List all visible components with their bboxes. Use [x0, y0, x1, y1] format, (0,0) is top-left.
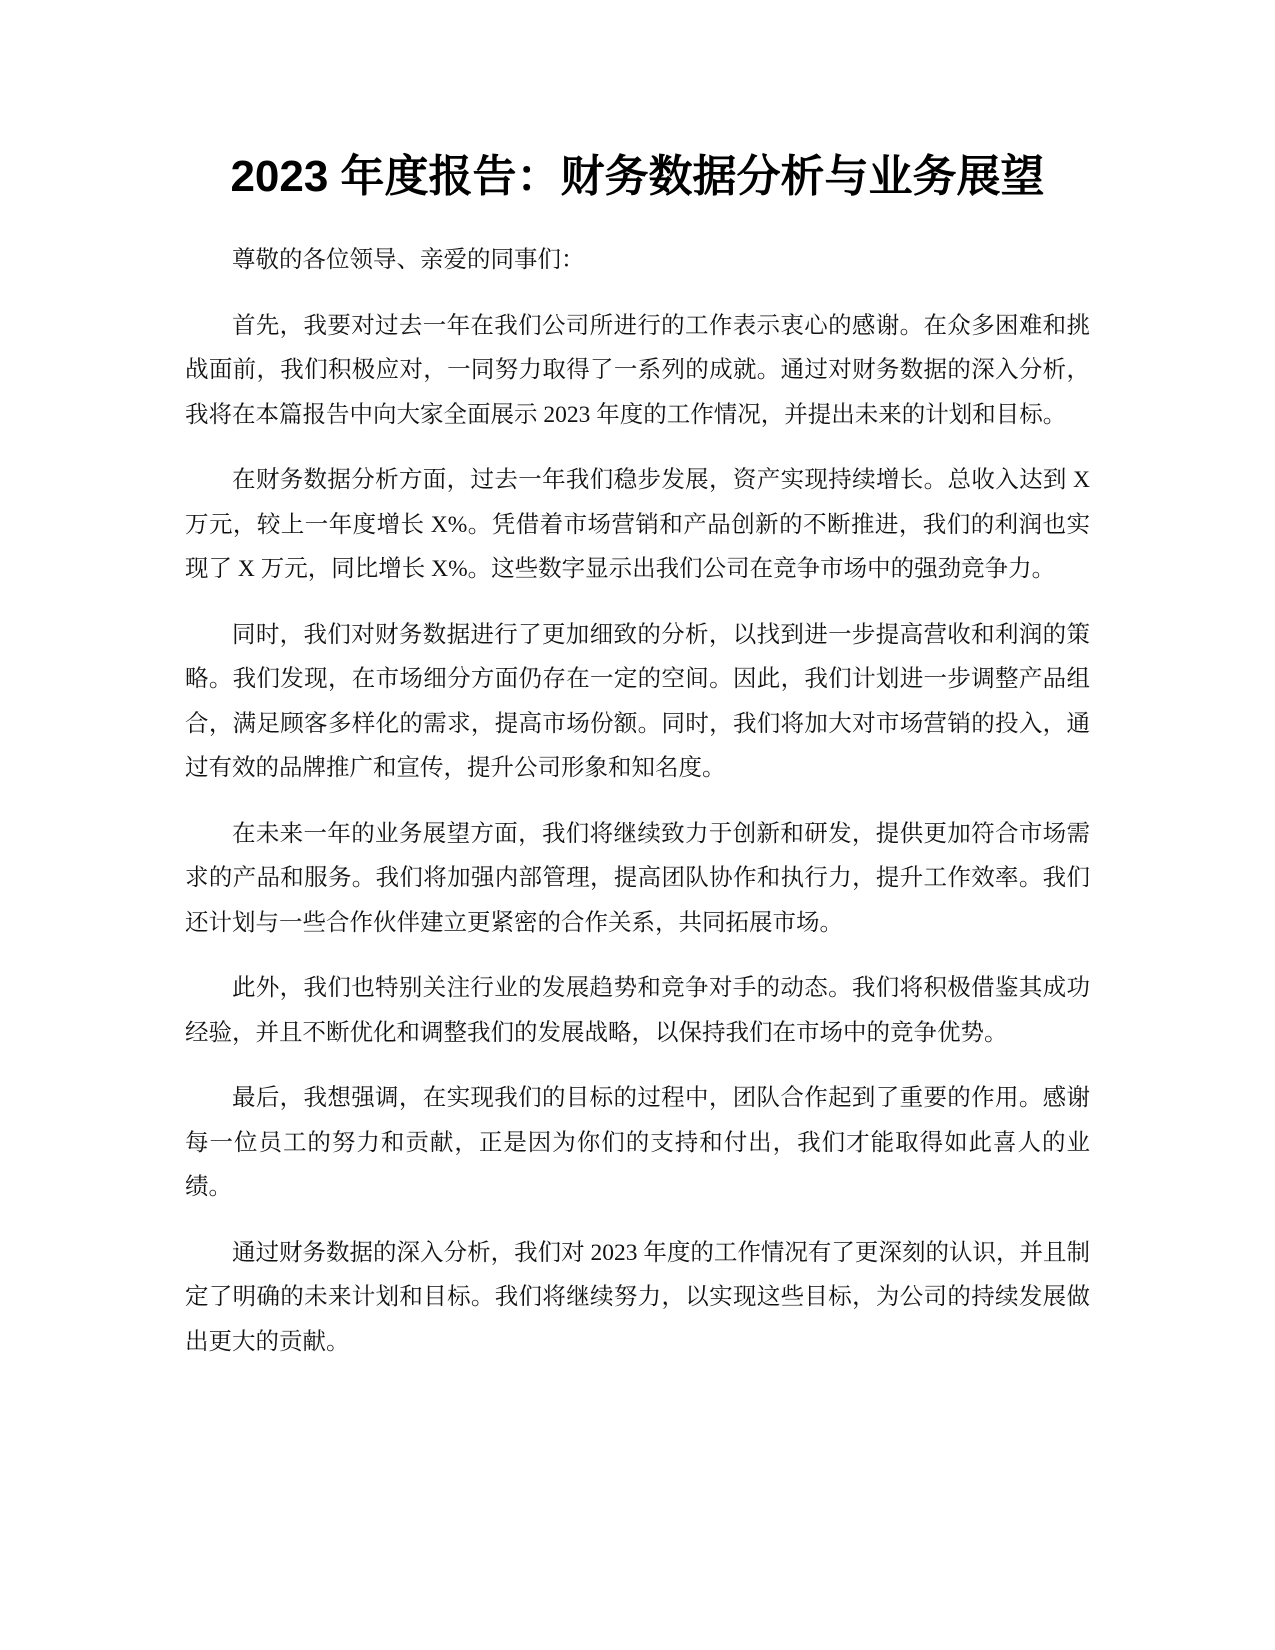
paragraph-financial-analysis: 在财务数据分析方面，过去一年我们稳步发展，资产实现持续增长。总收入达到 X 万元，较上一年度增长 X%。凭借着市场营销和产品创新的不断推进，我们的利润也实现了 X 万元，同比增长 X%。这些数字显示出我们公司在竞争市场中的强劲竞争力。: [185, 467, 1090, 582]
paragraph-industry-trends: 此外，我们也特别关注行业的发展趋势和竞争对手的动态。我们将积极借鉴其成功经验，并且不断优化和调整我们的发展战略，以保持我们在市场中的竞争优势。: [185, 975, 1090, 1046]
paragraph-teamwork: 最后，我想强调，在实现我们的目标的过程中，团队合作起到了重要的作用。感谢每一位员工的努力和贡献，正是因为你们的支持和付出，我们才能取得如此喜人的业绩。: [185, 1085, 1090, 1200]
paragraph-outlook: 在未来一年的业务展望方面，我们将继续致力于创新和研发，提供更加符合市场需求的产品和服务。我们将加强内部管理，提高团队协作和执行力，提升工作效率。我们还计划与一些合作伙伴建立更紧密的合作关系，共同拓展市场。: [185, 820, 1090, 936]
document-body: [185, 238, 1090, 1385]
paragraph-strategy: 同时，我们对财务数据进行了更加细致的分析，以找到进一步提高营收和利润的策略。我们发现，在市场细分方面仍存在一定的空间。因此，我们计划进一步调整产品组合，满足顾客多样化的需求，提高市场份额。同时，我们将加大对市场营销的投入，通过有效的品牌推广和宣传，提升公司形象和知名度。: [185, 621, 1090, 781]
salutation: 尊敬的各位领导、亲爱的同事们：: [232, 247, 585, 273]
document-title: 2023 年度报告：财务数据分析与业务展望: [230, 152, 1045, 201]
paragraph-conclusion: 通过财务数据的深入分析，我们对 2023 年度的工作情况有了更深刻的认识，并且制定了明确的未来计划和目标。我们将继续努力，以实现这些目标，为公司的持续发展做出更大的贡献。: [185, 1239, 1090, 1355]
paragraph-intro: 首先，我要对过去一年在我们公司所进行的工作表示衷心的感谢。在众多困难和挑战面前，我们积极应对，一同努力取得了一系列的成就。通过对财务数据的深入分析，我将在本篇报告中向大家全面展示 2023 年度的工作情况，并提出未来的计划和目标。: [185, 312, 1090, 428]
